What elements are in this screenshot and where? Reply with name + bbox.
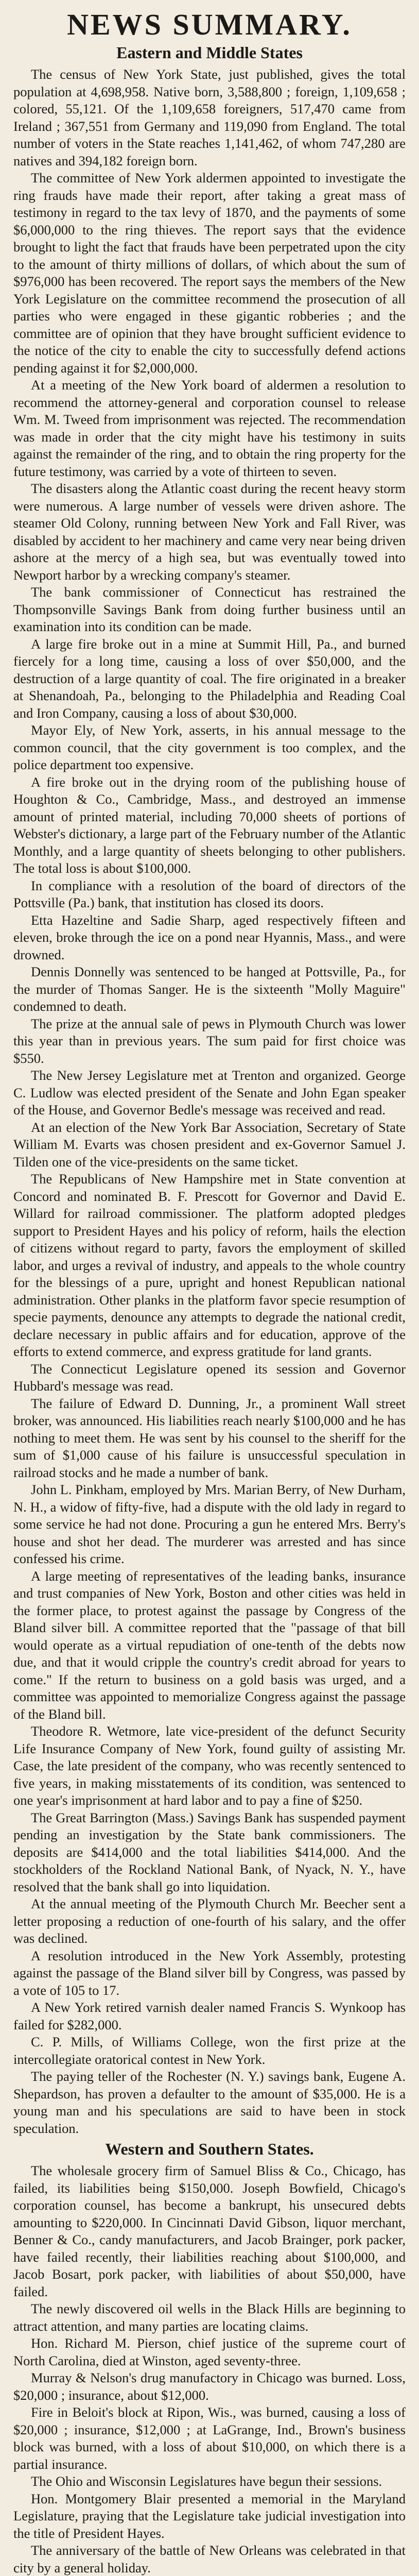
section-heading: Western and Southern States.	[105, 2140, 314, 2159]
news-item: Etta Hazeltine and Sadie Sharp, aged respectively fifteen and eleven, broke through the ice on a pond near Hyannis, Mass., and were drowned.	[13, 912, 406, 962]
news-item: A resolution introduced in the New York Assembly, protesting against the passage of the Bland silver bill by Congress, was passed by a vote of 105 to 17.	[13, 1947, 406, 1998]
news-item: Mayor Ely, of New York, asserts, in his annual message to the common council, that the city government is too complex, and the police department too expensive.	[13, 722, 406, 773]
news-item: The failure of Edward D. Dunning, Jr., a prominent Wall street broker, was announced. His liabilities reach nearly $100,000 and he has nothing to meet them. He was sent by his counsel to the sheriff for the sum of $1,000 cause of his failure is unsuccessful speculation in railroad stocks and he made a number of bank.	[13, 1395, 406, 1480]
news-item: A large fire broke out in a mine at Summit Hill, Pa., and burned fiercely for a long time, causing a loss of over $50,000, and the destruction of a large quantity of coal. The fire originated in a breaker at Shenandoah, Pa., belonging to the Philadelphia and Reading Coal and Iron Company, causing a loss of about $30,000.	[13, 636, 406, 721]
masthead-title: NEWS SUMMARY.	[67, 8, 352, 41]
section-items	[13, 66, 406, 2137]
news-item: The Republicans of New Hampshire met in State convention at Concord and nominated B. F. Prescott for Governor and David E. Willard for railroad commissioner. The platform adopted pledges support to President Hayes and his policy of reform, hails the election of citizens without regard to party, favors the employment of skilled labor, and urges a revival of industry, and appeals to the whole country for the blessings of a pure, upright and honest Republican national administration. Other planks in the platform favor specie resumption of specie payments, denounce any attempts to degrade the national credit, declare necessary in public affairs and for education, approve of the efforts to extend commerce, and express gratitude for land grants.	[13, 1171, 406, 1360]
news-item: A fire broke out in the drying room of the publishing house of Houghton & Co., Cambridge, Mass., and destroyed an immense amount of printed material, including 70,000 sheets of portions of Webster's dictionary, a large part of the February number of the Atlantic Monthly, and a large quantity of sheets belonging to other publishers. The total loss is about $100,000.	[13, 774, 406, 876]
news-item: The disasters along the Atlantic coast during the recent heavy storm were numerous. A large number of vessels were driven ashore. The steamer Old Colony, running between New York and Fall River, was disabled by accident to her machinery and came very near being driven ashore at the mercy of a high sea, but was eventually towed into Newport harbor by a wrecking company's steamer.	[13, 481, 406, 583]
news-item: Hon. Montgomery Blair presented a memorial in the Maryland Legislature, praying that the Legislature take judicial investigation into the title of President Hayes.	[13, 2490, 406, 2541]
news-item: At an election of the New York Bar Association, Secretary of State William M. Evarts was chosen president and ex-Governor Samuel J. Tilden one of the vice-presidents on the same ticket.	[13, 1119, 406, 1170]
news-item: Hon. Richard M. Pierson, chief justice of the supreme court of North Carolina, died at Winston, aged seventy-three.	[13, 2335, 406, 2368]
news-item: The Great Barrington (Mass.) Savings Bank has suspended payment pending an investigation by the State bank commissioners. The deposits are $414,000 and the total liabilities $414,000. And the stockholders of the Rockland National Bank, of Nyack, N. Y., have resolved that the bank shall go into liquidation.	[13, 1809, 406, 1894]
section-items	[13, 2162, 406, 2576]
news-item: The paying teller of the Rochester (N. Y.) savings bank, Eugene A. Shepardson, has proven a defaulter to the amount of $35,000. He is a young man and his speculations are said to have been in stock speculation.	[13, 2069, 406, 2136]
section-heading: Eastern and Middle States	[116, 43, 303, 62]
news-item: The newly discovered oil wells in the Black Hills are beginning to attract attention, and many parties are locating claims.	[13, 2301, 406, 2334]
news-item: The wholesale grocery firm of Samuel Bliss & Co., Chicago, has failed, its liabilities being $150,000. Joseph Bowfield, Chicago's corporation counsel, has become a bankrupt, his unsecured debts amounting to $220,000. In Cincinnati David Gibson, liquor merchant, Benner & Co., candy manufacturers, and Jacob Brainger, pork packer, have failed recently, their liabilities reaching about $100,000, and Jacob Bosart, pork packer, with liabilities of about $50,000, have failed.	[13, 2163, 406, 2299]
news-item: At a meeting of the New York board of aldermen a resolution to recommend the attorney-general and corporation counsel to release Wm. M. Tweed from imprisonment was rejected. The recommendation was made in order that the city might have his testimony in suits against the remainder of the ring, and to obtain the ring property for the future testimony, was carried by a vote of thirteen to seven.	[13, 377, 406, 479]
news-item: John L. Pinkham, employed by Mrs. Marian Berry, of New Durham, N. H., a widow of fifty-five, had a dispute with the old lady in regard to some service he had not done. Procuring a gun he entered Mrs. Berry's house and shot her dead. The murderer was arrested and has since confessed his crime.	[13, 1482, 406, 1567]
news-item: A large meeting of representatives of the leading banks, insurance and trust companies of New York, Boston and other cities was held in the former place, to protest against the passage by Congress of the Bland silver bill. A committee reported that the "passage of that bill would operate as a virtual repudiation of one-tenth of the debts now due, and that it would cripple the country's credit abroad for years to come." If the return to business on a gold basis was urged, and a committee was appointed to memorialize Congress against the passage of the Bland bill.	[13, 1568, 406, 1722]
news-item: Theodore R. Wetmore, late vice-president of the defunct Security Life Insurance Company of New York, found guilty of assisting Mr. Case, the late president of the company, who was recently sentenced to five years, in making misstatements of its condition, was sentenced to one year's imprisonment at hard labor and to pay a fine of $250.	[13, 1723, 406, 1808]
section-western-southern	[13, 2140, 406, 2576]
news-item: Dennis Donnelly was sentenced to be hanged at Pottsville, Pa., for the murder of Thomas Sanger. He is the sixteenth "Molly Maguire" condemned to death.	[13, 964, 406, 1014]
news-item: C. P. Mills, of Williams College, won the first prize at the intercollegiate oratorical contest in New York.	[13, 2034, 406, 2067]
news-item: The census of New York State, just published, gives the total population at 4,698,958. Native born, 3,588,800 ; foreign, 1,109,658 ; colored, 55,121. Of the 1,109,658 foreigners, 517,470 came from Ireland ; 367,551 from Germany and 119,090 from England. The total number of voters in the State reaches 1,141,462, of whom 747,280 are natives and 394,182 foreign born.	[13, 66, 406, 168]
news-item: The prize at the annual sale of pews in Plymouth Church was lower this year than in previous years. The sum paid for first choice was $550.	[13, 1015, 406, 1066]
news-item: A New York retired varnish dealer named Francis S. Wynkoop has failed for $282,000.	[13, 1999, 406, 2032]
news-item: In compliance with a resolution of the board of directors of the Pottsville (Pa.) bank, that institution has closed its doors.	[13, 877, 406, 911]
section-eastern-middle	[13, 44, 406, 2137]
news-item: The anniversary of the battle of New Orleans was celebrated in that city by a general holiday.	[13, 2543, 406, 2575]
news-item: The Connecticut Legislature opened its session and Governor Hubbard's message was read.	[13, 1361, 406, 1394]
news-item: At the annual meeting of the Plymouth Church Mr. Beecher sent a letter proposing a reduction of one-fourth of his salary, and the offer was declined.	[13, 1896, 406, 1946]
news-item: The bank commissioner of Connecticut has restrained the Thompsonville Savings Bank from doing further business until an examination into its condition can be made.	[13, 584, 406, 635]
news-item: Murray & Nelson's drug manufactory in Chicago was burned. Loss, $20,000 ; insurance, about $12,000.	[13, 2370, 406, 2403]
news-item: Fire in Beloit's block at Ripon, Wis., was burned, causing a loss of $20,000 ; insurance, $12,000 ; at LaGrange, Ind., Brown's business block was burned, with a loss of about $10,000, on which there is a partial insurance.	[13, 2404, 406, 2472]
news-item: The New Jersey Legislature met at Trenton and organized. George C. Ludlow was elected president of the Senate and John Egan speaker of the House, and Governor Bedle's message was received and read.	[13, 1067, 406, 1118]
news-item: The committee of New York aldermen appointed to investigate the ring frauds have made their report, after taking a great mass of testimony in regard to the tax levy of 1870, and the payments of some $6,000,000 to the ring thieves. The report says that the evidence brought to light the fact that frauds have been perpetrated upon the city to the amount of thirty millions of dollars, of which about the sum of $976,000 has been recovered. The report says the members of the New York Legislature on the committee recommend the prosecution of all parties who were engaged in these gigantic robberies ; and the committee are of opinion that they have brought sufficient evidence to the notice of the city to enable the city to successfully defend actions pending against it for $2,000,000.	[13, 170, 406, 376]
news-item: The Ohio and Wisconsin Legislatures have begun their sessions.	[31, 2473, 382, 2489]
